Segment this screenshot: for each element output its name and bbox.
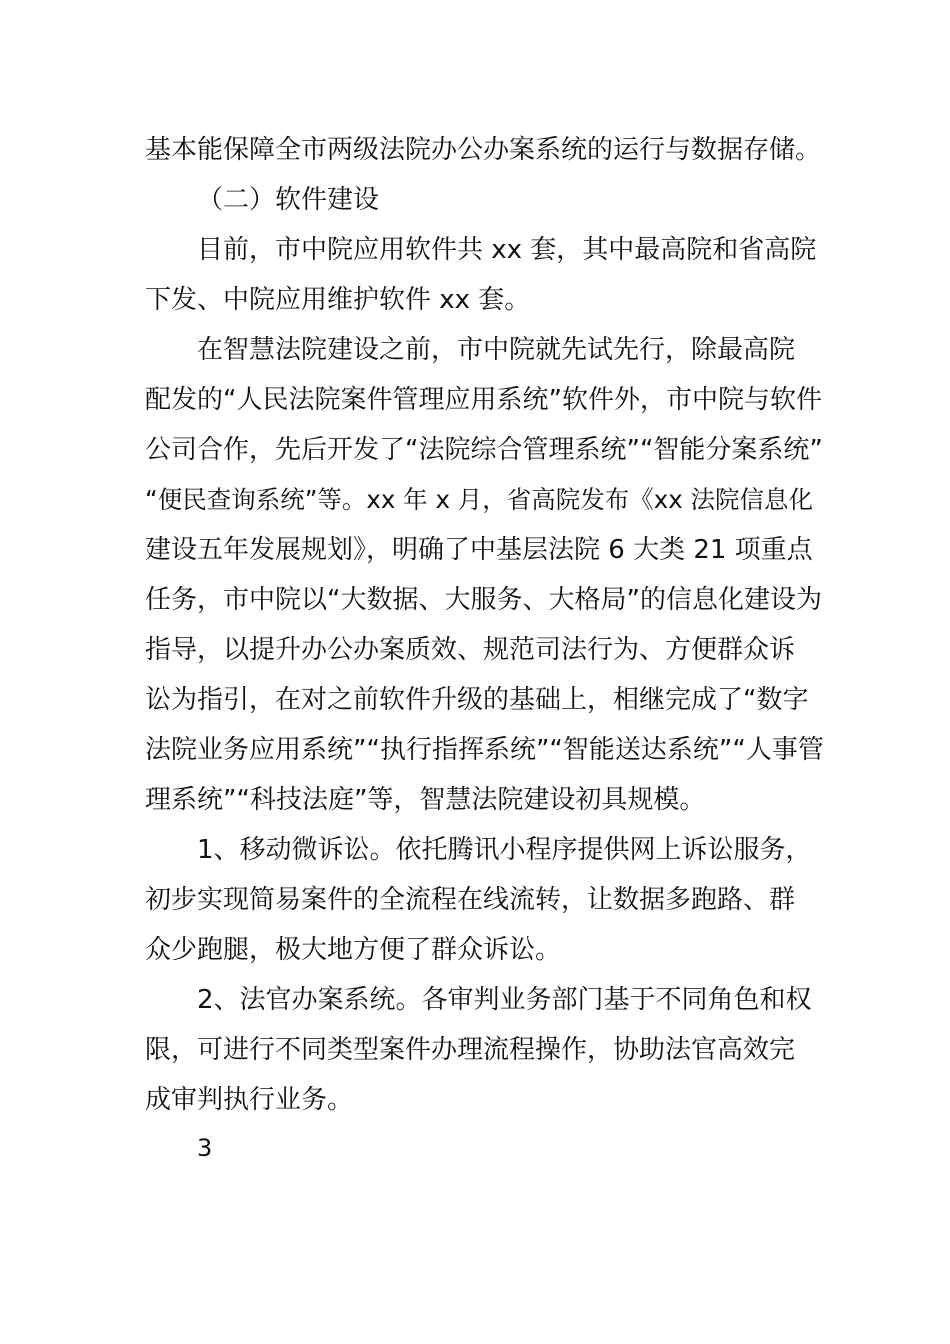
- text-line: 在智慧法院建设之前，市中院就先试先行，除最高院: [197, 335, 796, 365]
- text-line: 目前，市中院应用软件共 xx 套，其中最高院和省高院: [197, 235, 817, 265]
- text-line: 众少跑腿，极大地方便了群众诉讼。: [145, 935, 562, 965]
- text-line: “便民查询系统”等。xx 年 x 月，省高院发布《xx 法院信息化: [145, 485, 814, 514]
- text-line: 法院业务应用系统”“执行指挥系统”“智能送达系统”“人事管: [145, 735, 824, 765]
- text-line: 公司合作，先后开发了“法院综合管理系统”“智能分案系统”: [145, 435, 823, 465]
- text-line: 限，可进行不同类型案件办理流程操作，协助法官高效完: [145, 1035, 796, 1065]
- text-line: 下发、中院应用维护软件 xx 套。: [145, 285, 531, 315]
- text-line: 基本能保障全市两级法院办公办案系统的运行与数据存储。: [145, 135, 822, 165]
- text-line: 讼为指引，在对之前软件升级的基础上，相继完成了“数字: [145, 685, 809, 715]
- text-line: 成审判执行业务。: [145, 1085, 354, 1115]
- page-number: 3: [197, 1134, 213, 1162]
- text-line: 1、移动微诉讼。依托腾讯小程序提供网上诉讼服务，: [197, 835, 812, 865]
- text-line: 建设五年发展规划》，明确了中基层法院 6 大类 21 项重点: [145, 535, 813, 565]
- text-line: 初步实现简易案件的全流程在线流转，让数据多跑路、群: [145, 885, 796, 915]
- text-line: 理系统”“科技法庭”等，智慧法院建设初具规模。: [145, 785, 706, 815]
- text-line: 任务，市中院以“大数据、大服务、大格局”的信息化建设为: [145, 585, 822, 615]
- text-line: 2、法官办案系统。各审判业务部门基于不同角色和权: [197, 985, 812, 1015]
- text-line: 配发的“人民法院案件管理应用系统”软件外，市中院与软件: [145, 385, 822, 415]
- text-line: 指导，以提升办公办案质效、规范司法行为、方便群众诉: [145, 635, 796, 665]
- section-heading: （二）软件建设: [197, 185, 380, 215]
